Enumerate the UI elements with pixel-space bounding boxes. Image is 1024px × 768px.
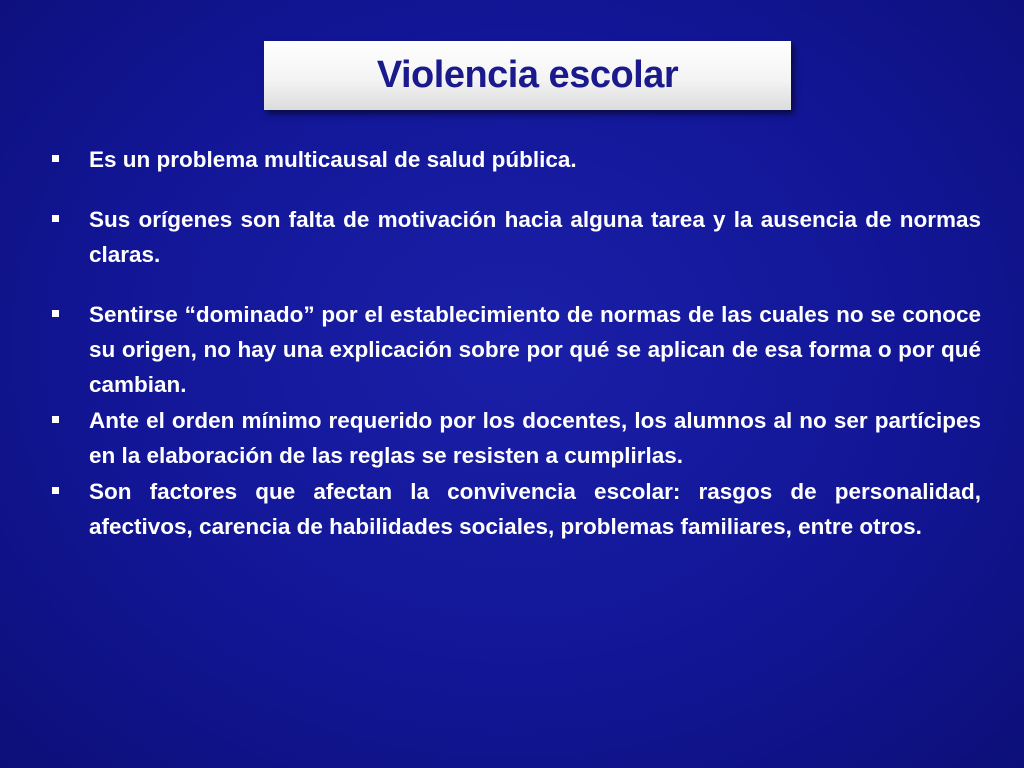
square-bullet-icon	[52, 310, 59, 317]
bullet-text: Sus orígenes son falta de motivación hacia alguna tarea y la ausencia de normas claras.	[89, 207, 981, 267]
bullet-text: Son factores que afectan la convivencia escolar: rasgos de personalidad, afectivos, carencia de habilidades sociales, problemas familiares, entre otros.	[89, 479, 981, 539]
title-box	[264, 41, 791, 110]
bullet-text: Ante el orden mínimo requerido por los docentes, los alumnos al no ser partícipes en la elaboración de las reglas se resisten a cumplirlas.	[89, 408, 981, 468]
slide-title: Violencia escolar	[376, 54, 679, 96]
square-bullet-icon	[52, 215, 59, 222]
square-bullet-icon	[52, 487, 59, 494]
bullet-item	[50, 202, 981, 272]
bullet-item	[50, 474, 981, 544]
square-bullet-icon	[52, 155, 59, 162]
bullet-text: Sentirse “dominado” por el establecimiento de normas de las cuales no se conoce su origen, no hay una explicación sobre por qué se aplican de esa forma o por qué cambian.	[89, 302, 981, 397]
bullet-text: Es un problema multicausal de salud pública.	[89, 147, 577, 172]
bullet-item	[50, 403, 981, 473]
bullet-item	[50, 142, 981, 177]
bullet-list	[50, 142, 981, 544]
bullet-item	[50, 297, 981, 402]
square-bullet-icon	[52, 416, 59, 423]
